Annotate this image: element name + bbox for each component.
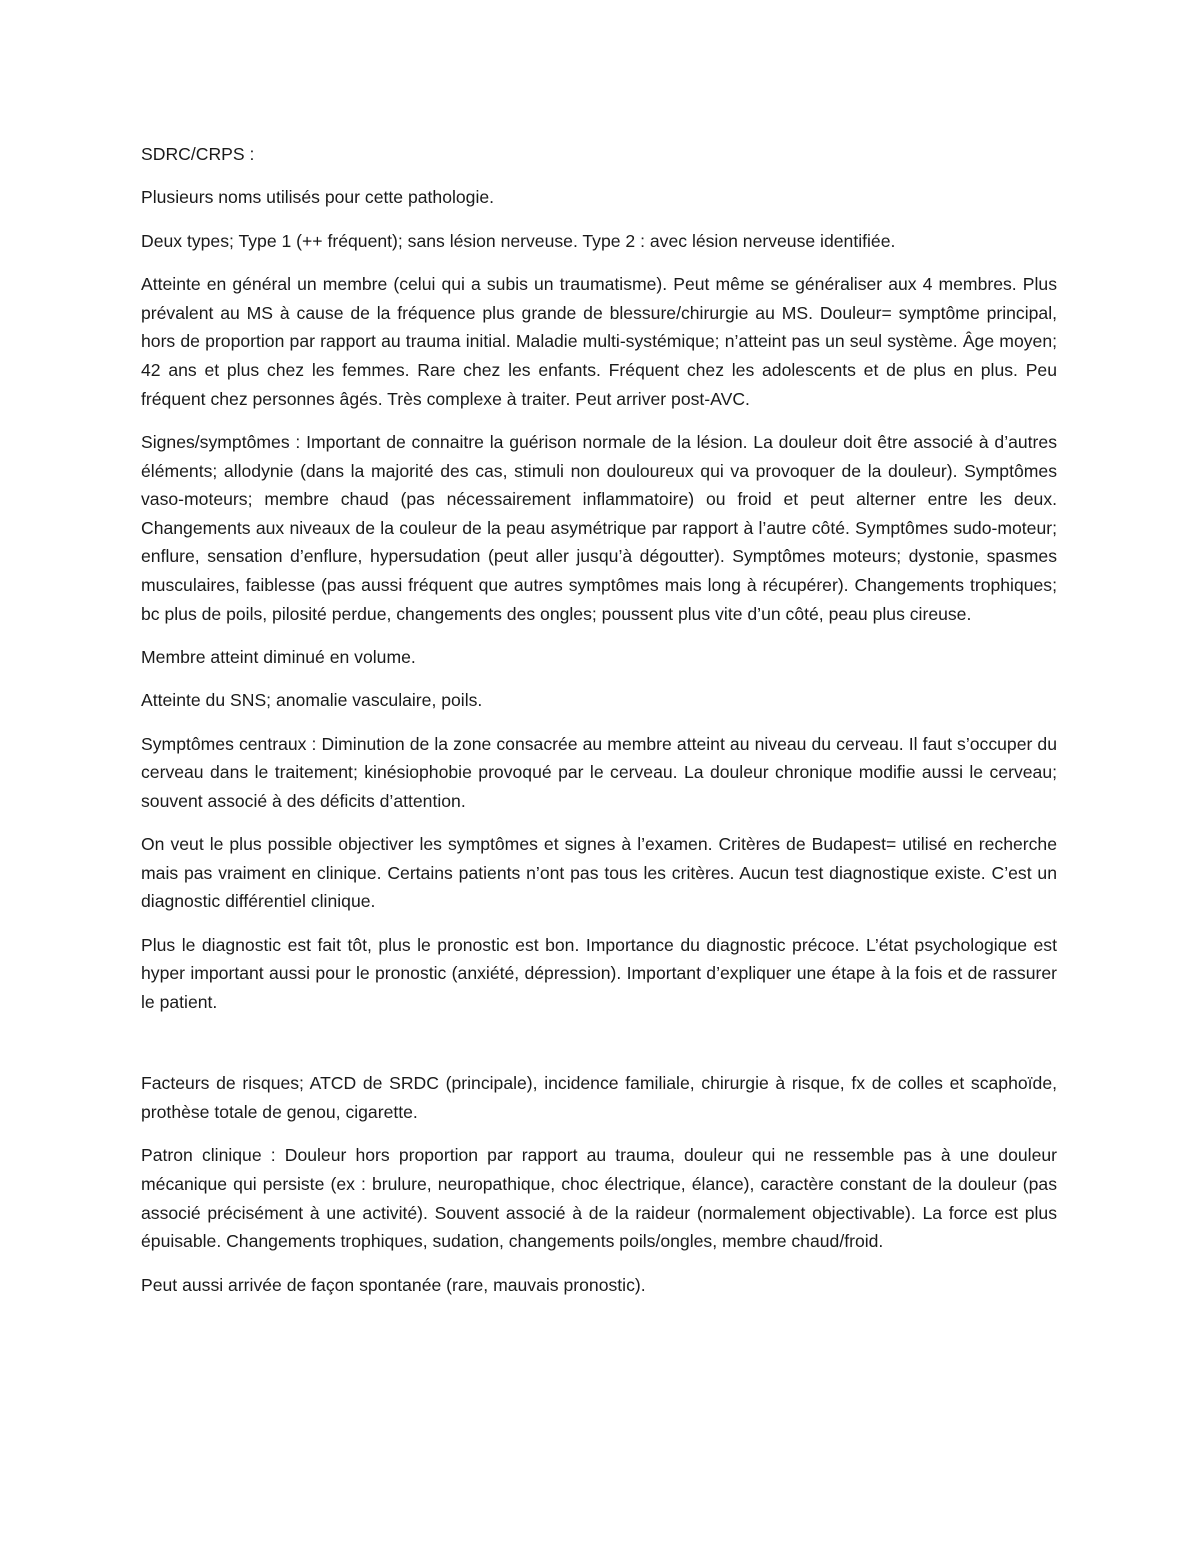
- paragraph: Atteinte en général un membre (celui qui a subis un traumatisme). Peut même se généraliser aux 4 membres. Plus prévalent au MS à cause de la fréquence plus grande de blessure/chirurgie au MS. Douleur= symptôme principal, hors de proportion par rapport au trauma initial. Maladie multi-systémique; n’atteint pas un seul système. Âge moyen; 42 ans et plus chez les femmes. Rare chez les enfants. Fréquent chez les adolescents et de plus en plus. Peu fréquent chez personnes âgés. Très complexe à traiter. Peut arriver post-AVC.: [141, 274, 1057, 409]
- paragraph: Plusieurs noms utilisés pour cette pathologie.: [141, 187, 495, 208]
- document-page: [141, 140, 1057, 1314]
- document-title: SDRC/CRPS :: [141, 144, 255, 164]
- paragraph: Membre atteint diminué en volume.: [141, 646, 416, 667]
- paragraph: On veut le plus possible objectiver les symptômes et signes à l’examen. Critères de Budapest= utilisé en recherche mais pas vraiment en clinique. Certains patients n’ont pas tous les critères. Aucun test diagnostique existe. C’est un diagnostic différentiel clinique.: [141, 834, 1057, 912]
- paragraph: Plus le diagnostic est fait tôt, plus le pronostic est bon. Importance du diagnostic précoce. L’état psychologique est hyper important aussi pour le pronostic (anxiété, dépression). Important d’expliquer une étape à la fois et de rassurer le patient.: [141, 934, 1057, 1013]
- paragraph: Patron clinique : Douleur hors proportion par rapport au trauma, douleur qui ne ressemble pas à une douleur mécanique qui persiste (ex : brulure, neuropathique, choc électrique, élance), caractère constant de la douleur (pas associé précisément à une activité). Souvent associé à de la raideur (normalement objectivable). La force est plus épuisable. Changements trophiques, sudation, changements poils/ongles, membre chaud/froid.: [141, 1145, 1057, 1252]
- paragraph: Peut aussi arrivée de façon spontanée (rare, mauvais pronostic).: [141, 1274, 646, 1295]
- paragraph: Symptômes centraux : Diminution de la zone consacrée au membre atteint au niveau du cerveau. Il faut s’occuper du cerveau dans le traitement; kinésiophobie provoqué par le cerveau. La douleur chronique modifie aussi le cerveau; souvent associé à des déficits d’attention.: [141, 733, 1057, 811]
- paragraph: Deux types; Type 1 (++ fréquent); sans lésion nerveuse. Type 2 : avec lésion nerveuse identifiée.: [141, 230, 896, 251]
- paragraph: Atteinte du SNS; anomalie vasculaire, poils.: [141, 690, 483, 711]
- paragraph: Facteurs de risques; ATCD de SRDC (principale), incidence familiale, chirurgie à risque, fx de colles et scaphoïde, prothèse totale de genou, cigarette.: [141, 1073, 1057, 1122]
- blank-line: [141, 1031, 1057, 1069]
- paragraph: Signes/symptômes : Important de connaitre la guérison normale de la lésion. La douleur doit être associé à d’autres éléments; allodynie (dans la majorité des cas, stimuli non douloureux qui va provoquer de la douleur). Symptômes vaso-moteurs; membre chaud (pas nécessairement inflammatoire) ou froid et peut alterner entre les deux. Changements aux niveaux de la couleur de la peau asymétrique par rapport à l’autre côté. Symptômes sudo-moteur; enflure, sensation d’enflure, hypersudation (peut aller jusqu’à dégoutter). Symptômes moteurs; dystonie, spasmes musculaires, faiblesse (pas aussi fréquent que autres symptômes mais long à récupérer). Changements trophiques; bc plus de poils, pilosité perdue, changements des ongles; poussent plus vite d’un côté, peau plus cireuse.: [141, 431, 1057, 624]
